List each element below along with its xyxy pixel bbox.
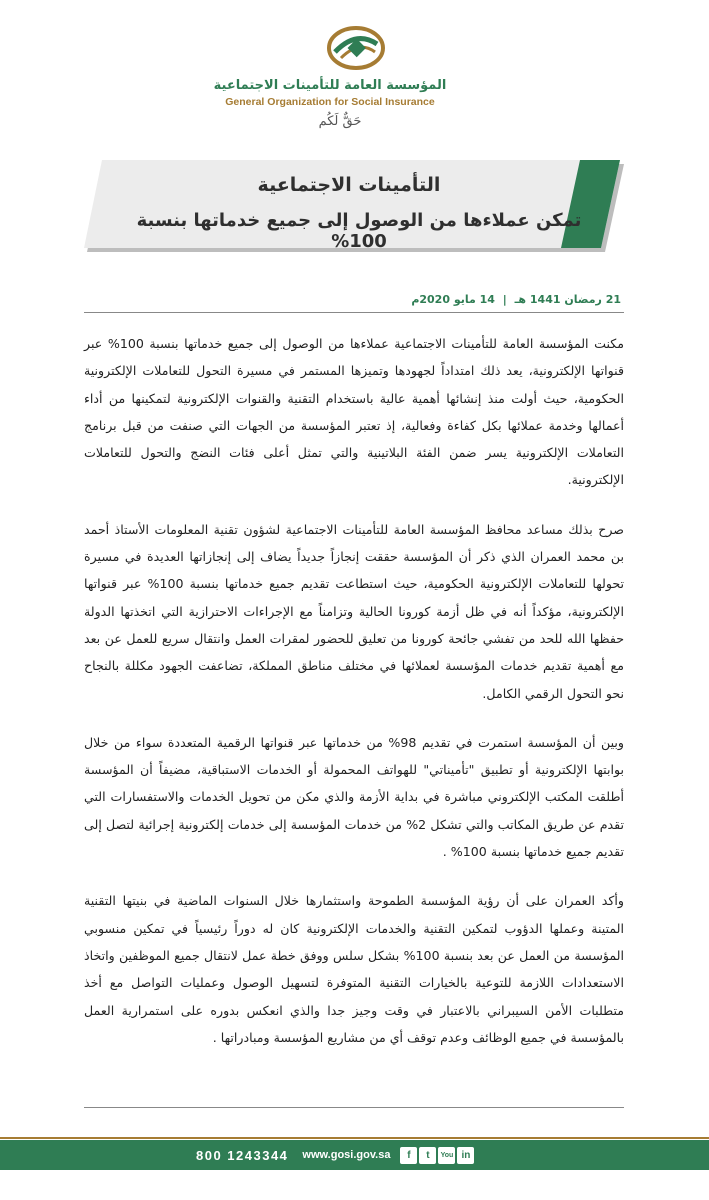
gosi-logo-icon: [321, 22, 391, 72]
twitter-icon[interactable]: t: [419, 1147, 436, 1164]
headline-subtitle: تمكن عملاءها من الوصول إلى جميع خدماتها بنسبة 100%: [136, 210, 582, 252]
social-links: [400, 1147, 474, 1164]
footer-bar: [0, 1140, 709, 1170]
paragraph: مكنت المؤسسة العامة للتأمينات الاجتماعية عملاءها من الوصول إلى جميع خدماتها بنسبة 100% عبر قنواتها الإلكترونية، يعد ذلك امتداداً لجهودها وتميزها المستمر في مسيرة التحول للتعاملات الإلكترونية الحكومية، حيث أولت منذ إنشائها أهمية عالية باستخدام التقنية والقنوات الإلكترونية لتمكينها من أداء أعمالها وخدمة عملائها بكل كفاءة وفعالية، إذ تعتبر المؤسسة من الجهات التي صنفت من قبل برنامج التعاملات الإلكترونية يسر ضمن الفئة البلاتينية والتي تمثل أعلى فئات النضج والتحول للتعاملات الإلكترونية.: [84, 336, 624, 488]
youtube-icon[interactable]: You: [438, 1147, 455, 1164]
paragraph: صرح بذلك مساعد محافظ المؤسسة العامة للتأمينات الاجتماعية لشؤون تقنية المعلومات الأستاذ أحمد بن محمد العمران الذي ذكر أن المؤسسة حققت إنجازاً جديداً يضاف إلى إنجازاتها العديدة في مسيرة تحولها للتعاملات الإلكترونية الحكومية، حيث استطاعت تقديم جميع خدماتها بنسبة 100% عبر قنواتها الإلكترونية، مؤكداً أنه في ظل أزمة كورونا الحالية وتزامناً مع الإجراءات الاحترازية التي اتخذتها الدولة حفظها الله للحد من تفشي جائحة كورونا من تعليق للحضور لمقرات العمل وانتقال سريع للعمل عن بعد مع أهمية تقديم خدمات المؤسسة لعملائها في مختلف مناطق المملكة، تضاعفت الجهود مكللة بالنجاح نحو التحول الرقمي الكامل.: [84, 521, 624, 701]
headline-title: التأمينات الاجتماعية: [257, 174, 441, 196]
facebook-icon[interactable]: f: [400, 1147, 417, 1164]
date-gregorian: 14 مايو 2020م: [411, 293, 495, 306]
slogan: حَقٌّ لَكُم: [318, 114, 362, 129]
website-link[interactable]: www.gosi.gov.sa: [302, 1149, 391, 1161]
paragraph: وأكد العمران على أن رؤية المؤسسة الطموحة واستثمارها خلال السنوات الماضية في بنيتها التقنية المتينة وعملها الدؤوب لتمكين التقنية والخدمات الإلكترونية كان له دوراً رئيسياً في تمكين منسوبي المؤسسة من العمل عن بعد بنسبة 100% بشكل سلس ووفق خطة عمل لانتقال جميع الموظفين واتخاذ الاستعدادات اللازمة للتوعية بالخيارات التقنية المتوفرة لتسهيل الوصول وعمليات التواصل مع أخذ متطلبات الأمن السيبراني بالاعتبار في وقت وجيز جدا والذي انعكس بدوره على استمرارية العمل بالمؤسسة في جميع الوظائف وعدم توقف أي من مشاريع المؤسسة ومبادراتها .: [84, 893, 624, 1045]
linkedin-icon[interactable]: in: [457, 1147, 474, 1164]
article-body: [84, 330, 624, 1073]
publish-date: [411, 293, 621, 306]
date-hijri: 21 رمضان 1441 هـ: [514, 293, 621, 306]
org-name-english: General Organization for Social Insurance: [225, 96, 435, 108]
footer-stripe: [0, 1137, 709, 1139]
divider-bottom: [84, 1107, 624, 1108]
letterhead: [0, 0, 709, 150]
divider-top: [84, 312, 624, 313]
paragraph: وبين أن المؤسسة استمرت في تقديم 98% من خدماتها عبر قنواتها الرقمية المتعددة سواء من خلال بوابتها الإلكترونية أو تطبيق "تأميناتي" للهواتف المحمولة أو الخدمات الاستباقية، مضيفاً أن المؤسسة أطلقت المكتب الإلكتروني مباشرة في بداية الأزمة والذي مكن من تحويل الخدمات والاستفسارات التي تقدم عن طريق المكاتب والتي تشكل 2% من خدمات المؤسسة إلى خدمات إلكترونية إجرائية لتصل إلى تقديم جميع خدماتها بنسبة 100% .: [84, 734, 624, 860]
phone-number[interactable]: 800 1243344: [196, 1147, 289, 1163]
headline-banner: [84, 158, 627, 258]
org-name-arabic: المؤسسة العامة للتأمينات الاجتماعية: [213, 78, 447, 93]
date-separator: |: [502, 293, 507, 306]
